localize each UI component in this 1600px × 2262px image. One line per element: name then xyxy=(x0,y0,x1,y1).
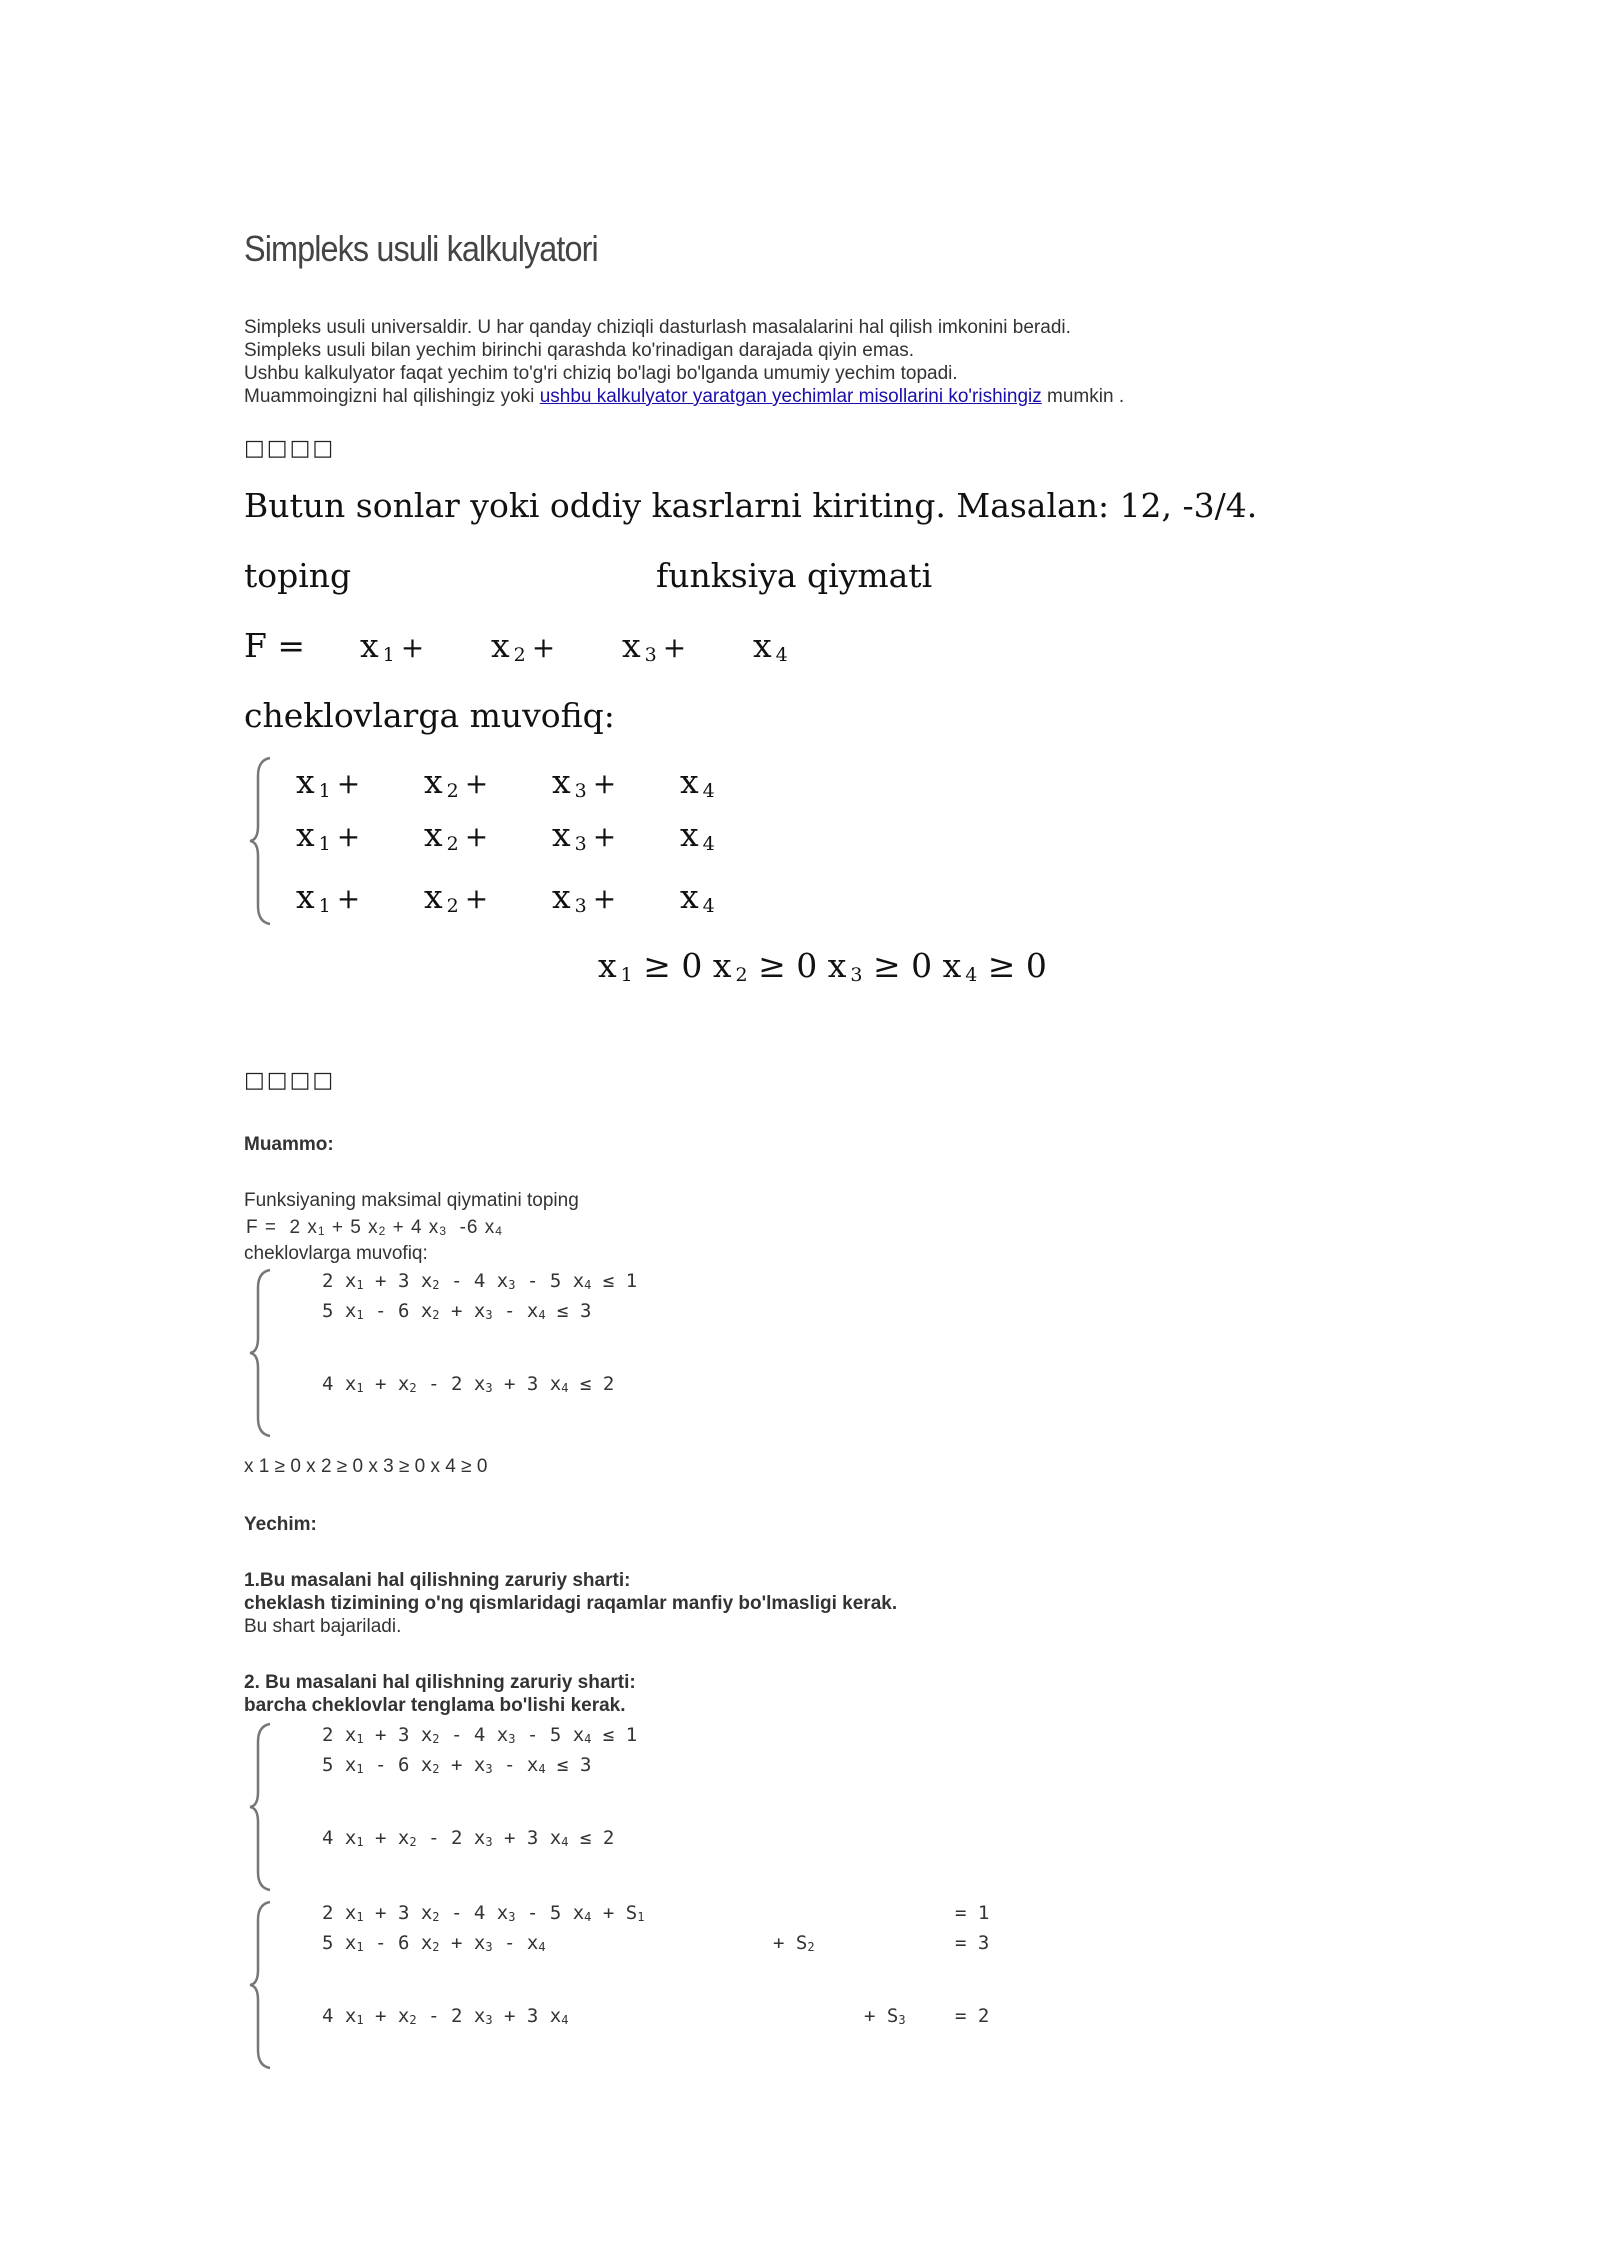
nonnegativity-constraints: x $_1$ ≥ 0 x $_2$ ≥ 0 x $_3$ ≥ 0 x $_4$ ≥ 0 xyxy=(598,946,1047,986)
solution-label: Yechim: xyxy=(244,1514,317,1535)
placeholder-glyphs: □□□□ xyxy=(244,436,336,461)
problem-constraint-row-3: 4 x1 + x2 - 2 x3 + 3 x4 ≤ 2 xyxy=(322,1373,615,1395)
step2-equality-rhs-2: = 3 xyxy=(955,1932,990,1954)
problem-nonnegativity: x 1 ≥ 0 x 2 ≥ 0 x 3 ≥ 0 x 4 ≥ 0 xyxy=(244,1456,488,1477)
step2-title: 2. Bu masalani hal qilishning zaruriy sharti: xyxy=(244,1672,636,1693)
problem-constraint-row-1: 2 x1 + 3 x2 - 4 x3 - 5 x4 ≤ 1 xyxy=(322,1270,638,1292)
step2-equality-slack-2: + S2 xyxy=(773,1932,815,1954)
objective-term-4: x 4 xyxy=(753,626,788,666)
step1-title: 1.Bu masalani hal qilishning zaruriy sharti: xyxy=(244,1570,631,1591)
problem-objective: F = 2 x1 + 5 x2 + 4 x3 -6 x4 xyxy=(246,1217,503,1238)
constraints-label: cheklovlarga muvofiq: xyxy=(244,696,615,735)
step2-equality-brace-icon xyxy=(248,1900,274,2070)
intro-line-1: Simpleks usuli universaldir. U har qanday chiziqli dasturlash masalalarini hal qilish imkonini beradi. xyxy=(244,317,1071,338)
step2-equality-row-3: 4 x1 + x2 - 2 x3 + 3 x4 xyxy=(322,2005,569,2027)
objective-term-3: x 3 + xyxy=(622,626,687,666)
find-label: toping xyxy=(244,556,352,595)
intro-paragraph xyxy=(244,316,1124,408)
step2-inequality-row-3: 4 x1 + x2 - 2 x3 + 3 x4 ≤ 2 xyxy=(322,1827,615,1849)
step2-inequality-row-1: 2 x1 + 3 x2 - 4 x3 - 5 x4 ≤ 1 xyxy=(322,1724,638,1746)
placeholder-glyphs-2: □□□□ xyxy=(244,1068,336,1093)
intro-line-4: Muammoingizni hal qilishingiz yoki ushbu kalkulyator yaratgan yechimlar misollarini ko'rishingiz mumkin . xyxy=(244,386,1125,407)
objective-row xyxy=(244,626,305,665)
f-label: F = xyxy=(244,626,306,665)
step2-inequality-brace-icon xyxy=(248,1722,274,1892)
page-title: Simpleks usuli kalkulyatori xyxy=(244,228,598,269)
objective-term-1: x 1 + xyxy=(360,626,425,666)
problem-statement: Funksiyaning maksimal qiymatini toping xyxy=(244,1190,579,1211)
problem-brace-icon xyxy=(248,1268,274,1438)
step2-equality-row-2: 5 x1 - 6 x2 + x3 - x4 xyxy=(322,1932,546,1954)
problem-constraint-row-2: 5 x1 - 6 x2 + x3 - x4 ≤ 3 xyxy=(322,1300,592,1322)
function-value-label: funksiya qiymati xyxy=(656,556,933,595)
step2-equality-rhs-1: = 1 xyxy=(955,1902,990,1924)
problem-subject-to: cheklovlarga muvofiq: xyxy=(244,1243,428,1264)
step2-equality-rhs-3: = 2 xyxy=(955,2005,990,2027)
input-hint: Butun sonlar yoki oddiy kasrlarni kiriting. Masalan: 12, -3/4. xyxy=(244,486,1258,525)
step2-equality-slack-3: + S3 xyxy=(864,2005,906,2027)
constraints-brace-icon xyxy=(248,756,274,926)
examples-link[interactable]: ushbu kalkulyator yaratgan yechimlar misollarini ko'rishingiz xyxy=(539,386,1042,407)
intro-line-2: Simpleks usuli bilan yechim birinchi qarashda ko'rinadigan darajada qiyin emas. xyxy=(244,340,915,361)
step1-detail: cheklash tizimining o'ng qismlaridagi raqamlar manfiy bo'lmasligi kerak. xyxy=(244,1593,898,1614)
step2-detail: barcha cheklovlar tenglama bo'lishi kerak. xyxy=(244,1695,626,1716)
step2-equality-row-1: 2 x1 + 3 x2 - 4 x3 - 5 x4 + S1 xyxy=(322,1902,645,1924)
problem-label: Muammo: xyxy=(244,1134,334,1155)
objective-term-2: x 2 + xyxy=(491,626,556,666)
step1-result: Bu shart bajariladi. xyxy=(244,1616,402,1637)
intro-line-3: Ushbu kalkulyator faqat yechim to'g'ri chiziq bo'lagi bo'lganda umumiy yechim topadi. xyxy=(244,363,958,384)
step2-inequality-row-2: 5 x1 - 6 x2 + x3 - x4 ≤ 3 xyxy=(322,1754,592,1776)
